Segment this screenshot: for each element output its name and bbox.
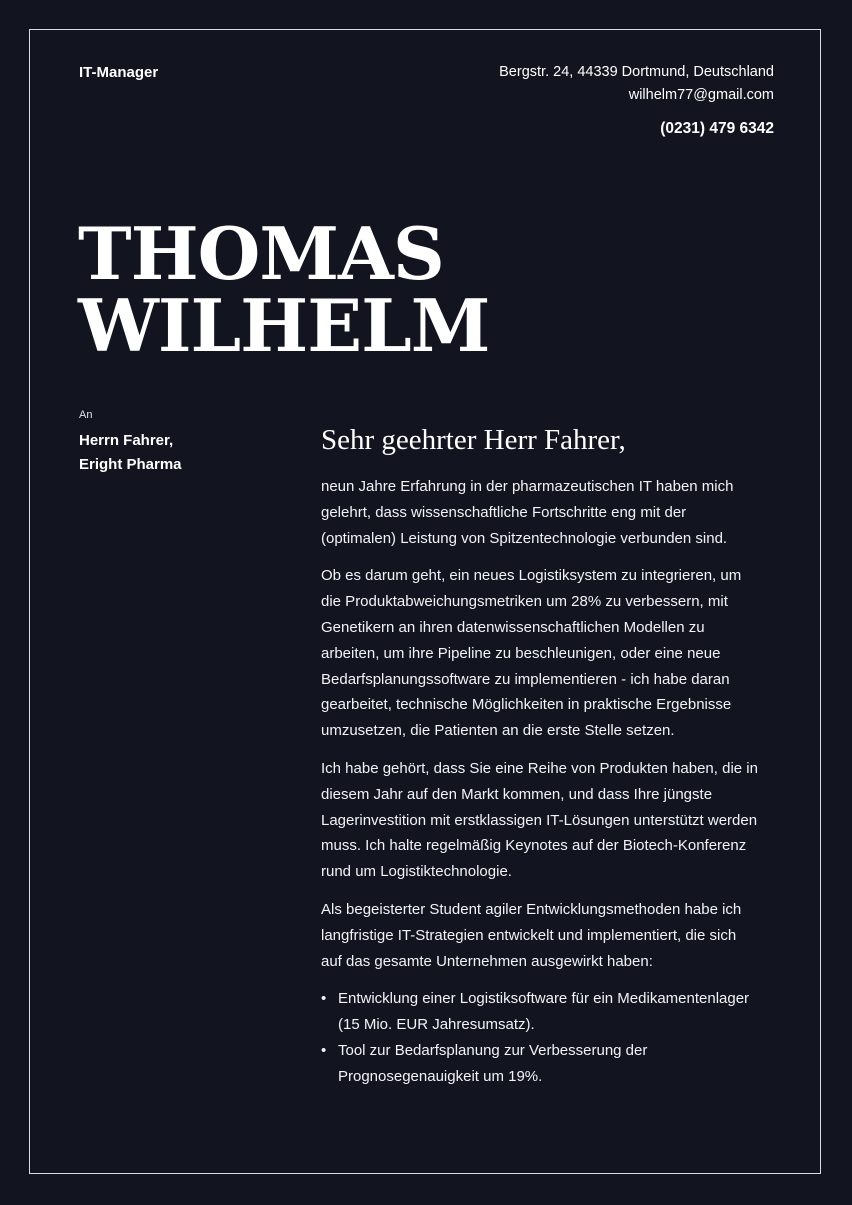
recipient-name: Herrn Fahrer, (79, 432, 174, 449)
job-title: IT-Manager (79, 64, 159, 81)
applicant-name (78, 211, 490, 368)
bullet-icon: • (321, 1041, 327, 1059)
contact-block (499, 61, 774, 140)
paragraph: Ich habe gehört, dass Sie eine Reihe von Produkten haben, die in diesem Jahr auf den Markt kommen, und dass Ihre jüngste Lagerinvestition mit erstklassigen IT-Lösungen unterstützt werden muss. Ich halte regelmäßig Keynotes auf der Biotech-Konferenz rund um Logistiktechnologie. (321, 759, 758, 881)
list-item-text: Entwicklung einer Logistiksoftware für ein Medikamentenlager (15 Mio. EUR Jahresumsatz). (338, 990, 750, 1034)
first-name: THOMAS (78, 211, 444, 296)
recipient (79, 429, 182, 477)
recipient-company: Eright Pharma (79, 456, 182, 473)
last-name: WILHELM (78, 283, 490, 368)
paragraph: Als begeisterter Student agiler Entwicklungsmethoden habe ich langfristige IT-Strategien entwickelt und implementiert, die sich auf das gesamte Unternehmen ausgewirkt haben: (321, 900, 742, 970)
list-item-text: Tool zur Bedarfsplanung zur Verbesserung der Prognosegenauigkeit um 19%. (338, 1041, 648, 1085)
list-item (321, 1038, 761, 1090)
list-item (321, 986, 761, 1038)
email: wilhelm77@gmail.com (628, 87, 774, 103)
phone: (0231) 479 6342 (660, 120, 774, 137)
letter-body (321, 424, 761, 1090)
address: Bergstr. 24, 44339 Dortmund, Deutschland (499, 64, 774, 80)
recipient-label: An (79, 409, 93, 421)
bullet-icon: • (321, 990, 327, 1008)
paragraph: neun Jahre Erfahrung in der pharmazeutischen IT haben mich gelehrt, dass wissenschaftliche Fortschritte eng mit der (optimalen) Leistung von Spitzentechnologie verbunden sind. (321, 478, 734, 547)
salutation: Sehr geehrter Herr Fahrer, (321, 424, 626, 456)
achievement-list (321, 986, 761, 1089)
paragraph: Ob es darum geht, ein neues Logistiksystem zu integrieren, um die Produktabweichungsmetriken um 28% zu verbessern, mit Genetikern an ihren datenwissenschaftlichen Modellen zu arbeiten, um ihre Pipeline zu beschleunigen, oder eine neue Bedarfsplanungssoftware zu implementieren - ich habe daran gearbeitet, technische Möglichkeiten in praktische Ergebnisse umzusetzen, die Patienten an die erste Stelle setzen. (321, 567, 742, 740)
